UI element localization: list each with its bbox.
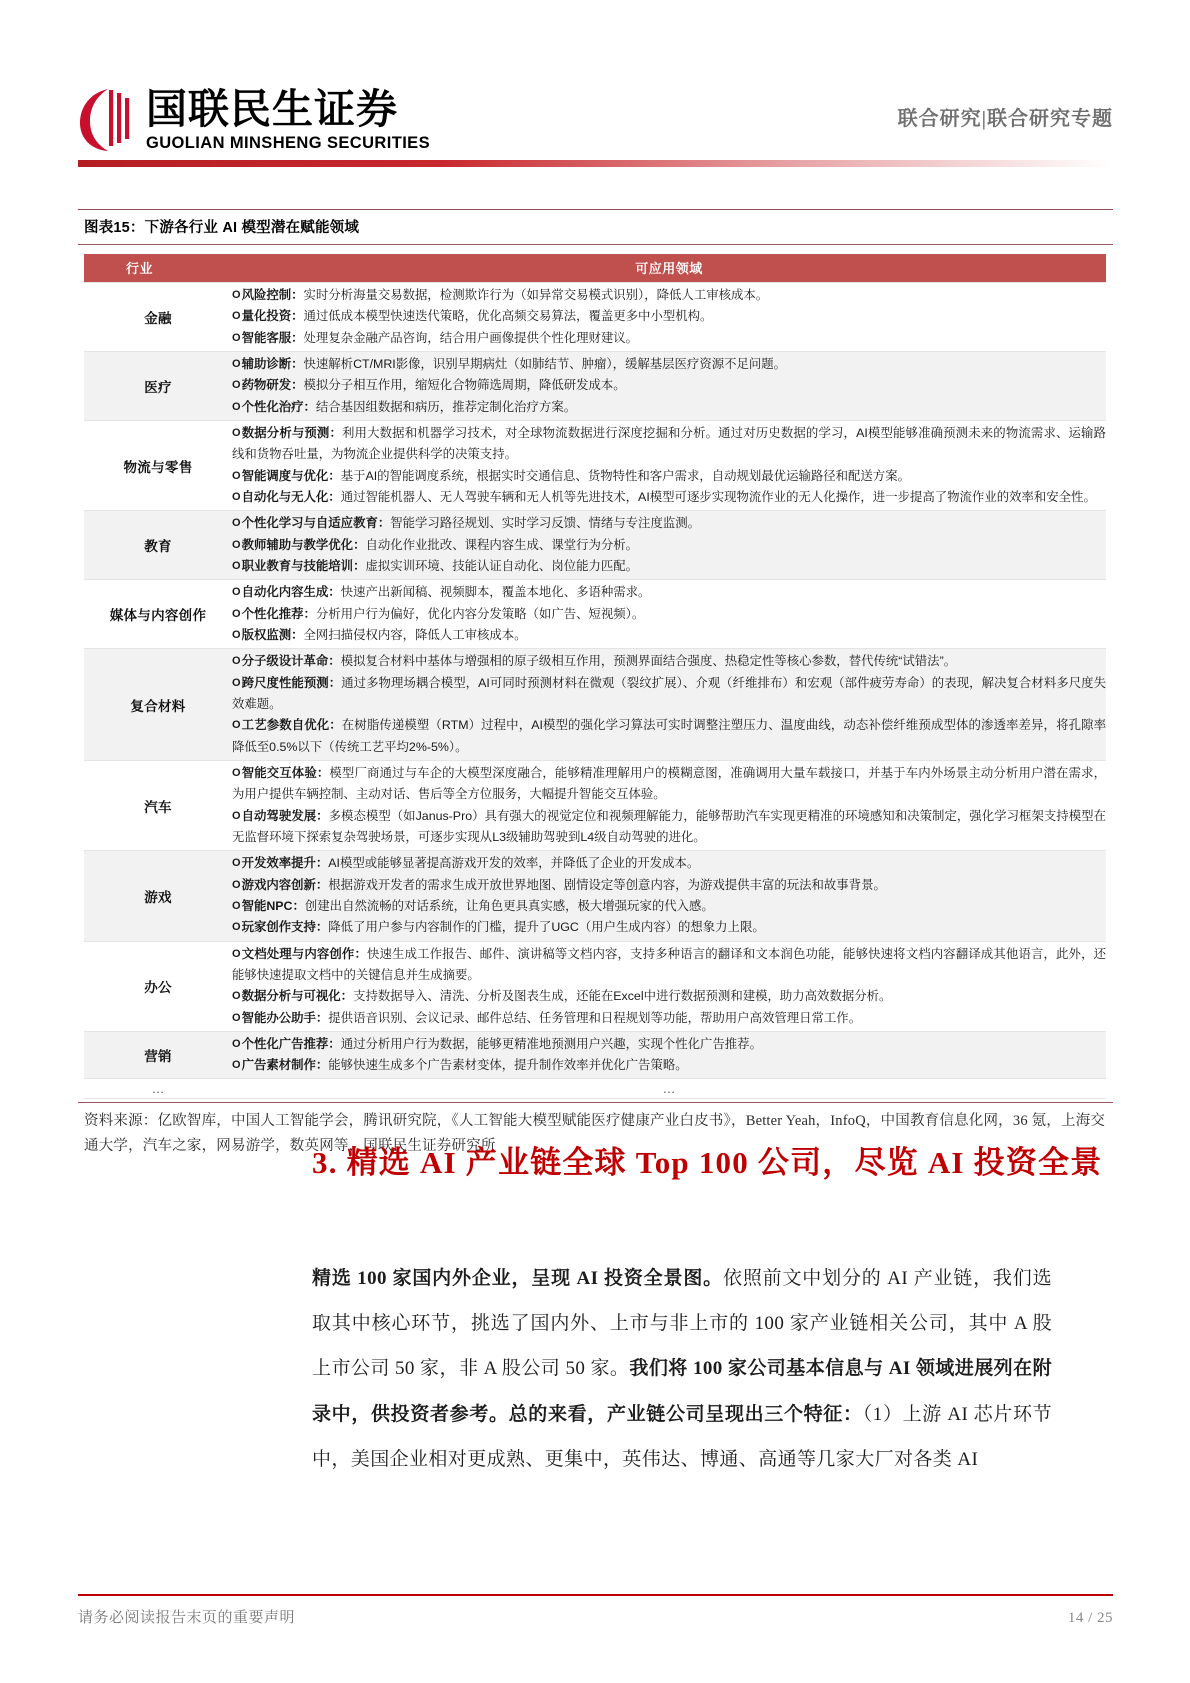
bullet-circle-icon: O [232, 469, 241, 482]
cell-industry: 汽车 [84, 760, 232, 850]
area-item-text: 全网扫描侵权内容，降低人工审核成本。 [303, 627, 527, 642]
cell-areas [232, 511, 1106, 580]
area-item-label: 数据分析与预测： [241, 425, 343, 440]
area-item-text: 支持数据导入、清洗、分析及图表生成，还能在Excel中进行数据预测和建模，助力高效数据分析。 [353, 989, 892, 1004]
area-item [232, 466, 1106, 487]
table-row [84, 760, 1106, 850]
cell-industry: 物流与零售 [84, 420, 232, 510]
bullet-circle-icon: O [232, 676, 241, 689]
area-item-text: 快速解析CT/MRI影像，识别早期病灶（如肺结节、肿瘤），缓解基层医疗资源不足问题。 [303, 356, 787, 371]
area-item-text: 模拟复合材料中基体与增强相的原子级相互作用，预测界面结合强度、热稳定性等核心参数，替代传统“试错法”。 [340, 654, 957, 669]
area-item-label: 自动驾驶发展： [241, 808, 329, 823]
area-item [232, 582, 1106, 603]
table-bottom-divider [78, 1102, 1113, 1103]
area-item [232, 354, 1106, 375]
cell-industry: 营销 [84, 1031, 232, 1079]
area-item-text: 快速产出新闻稿、视频脚本，覆盖本地化、多语种需求。 [340, 585, 651, 600]
bullet-circle-icon: O [232, 559, 241, 572]
brand-logo [78, 87, 430, 153]
cell-areas [232, 941, 1106, 1031]
table-row [84, 351, 1106, 420]
cell-areas-ellipsis: … [232, 1079, 1106, 1099]
area-item-text: 通过多物理场耦合模型，AI可同时预测材料在微观（裂纹扩展）、介观（纤维排布）和宏观（部件疲劳寿命）的表现，解决复合材料多尺度失效难题。 [232, 675, 1106, 711]
area-item-label: 智能调度与优化： [241, 468, 341, 483]
cell-areas [232, 649, 1106, 761]
table-row [84, 420, 1106, 510]
bullet-circle-icon: O [232, 426, 241, 439]
area-item-text: 通过分析用户行为数据，能够更精准地预测用户兴趣，实现个性化广告推荐。 [340, 1036, 762, 1051]
area-item-label: 风险控制： [241, 288, 304, 302]
area-item [232, 763, 1106, 806]
cell-industry: 办公 [84, 941, 232, 1031]
cell-industry: 金融 [84, 283, 232, 352]
area-item-label: 自动化内容生成： [241, 585, 341, 600]
area-item [232, 375, 1106, 396]
table-header-row [84, 254, 1106, 283]
area-item-label: 智能交互体验： [241, 765, 330, 780]
bullet-circle-icon: O [232, 607, 241, 620]
area-item-text: 结合基因组数据和病历，推荐定制化治疗方案。 [315, 399, 577, 414]
bullet-circle-icon: O [232, 310, 241, 323]
area-item-text: 通过低成本模型快速迭代策略，优化高频交易算法，覆盖更多中小型机构。 [303, 309, 713, 324]
exhibit-title-divider [78, 244, 1113, 245]
page-header [78, 72, 1113, 167]
area-item-label: 个性化学习与自适应教育： [241, 516, 391, 531]
header-category-label: 联合研究|联合研究专题 [897, 108, 1113, 130]
footer-disclaimer: 请务必阅读报告末页的重要声明 [78, 1610, 296, 1626]
bullet-circle-icon: O [232, 357, 241, 370]
column-header-areas: 可应用领域 [232, 254, 1106, 283]
table-row [84, 851, 1106, 941]
bullet-circle-icon: O [232, 655, 241, 668]
area-item-label: 辅助诊断： [241, 356, 304, 371]
header-divider [78, 160, 1113, 167]
bullet-circle-icon: O [232, 538, 241, 551]
area-item [232, 513, 1106, 534]
area-item-label: 药物研发： [241, 378, 304, 393]
area-item [232, 875, 1106, 896]
area-item [232, 556, 1106, 577]
area-item [232, 896, 1106, 917]
area-item-label: 玩家创作支持： [241, 920, 329, 935]
area-item [232, 806, 1106, 849]
bullet-circle-icon: O [232, 379, 241, 392]
area-item-text: 能够快速生成多个广告素材变体，提升制作效率并优化广告策略。 [328, 1058, 688, 1073]
bullet-circle-icon: O [232, 331, 241, 344]
paragraph-emphasis: 我们将 100 家公司基本信息与 AI 领域进展列在附录中，供投资者参考。总的来看，产业链公司呈现出三个特征： [312, 1358, 1052, 1425]
cell-industry: 媒体与内容创作 [84, 580, 232, 649]
cell-areas [232, 1031, 1106, 1079]
table-row [84, 580, 1106, 649]
cell-industry: 复合材料 [84, 649, 232, 761]
cell-industry: 教育 [84, 511, 232, 580]
area-item [232, 535, 1106, 556]
area-item-label: 工艺参数自优化： [241, 718, 342, 733]
footer-divider [78, 1594, 1113, 1596]
cell-industry: 医疗 [84, 351, 232, 420]
area-item-text: 通过智能机器人、无人驾驶车辆和无人机等先进技术，AI模型可逐步实现物流作业的无人化操作，进一步提高了物流作业的效率和安全性。 [340, 489, 1096, 504]
bullet-circle-icon: O [232, 899, 241, 912]
guolian-logo-icon [78, 87, 136, 153]
area-item-label: 开发效率提升： [241, 856, 329, 871]
table-row [84, 511, 1106, 580]
source-note: 资料来源：亿欧智库，中国人工智能学会，腾讯研究院，《人工智能大模型赋能医疗健康产业白皮书》，Better Yeah，InfoQ，中国教育信息化网，36 氪，上海交通大学，汽车之家，网易游学，数英网等，国联民生证券研究所 [84, 1113, 1106, 1155]
section-heading: 3. 精选 AI 产业链全球 Top 100 公司，尽览 AI 投资全景 [312, 1145, 1103, 1180]
area-item [232, 1008, 1106, 1029]
area-item-label: 数据分析与可视化： [241, 989, 354, 1004]
area-item-text: 处理复杂金融产品咨询，结合用户画像提供个性化理财建议。 [303, 330, 639, 345]
table-body [84, 283, 1106, 1099]
area-item-text: 模型厂商通过与车企的大模型深度融合，能够精准理解用户的模糊意图，准确调用大量车载接口，并基于车内外场景主动分析用户潜在需求，为用户提供车辆控制、主动对话、售后等全方位服务，大幅提升智能交互体验。 [232, 765, 1107, 802]
area-item-label: 智能办公助手： [241, 1010, 329, 1025]
area-item [232, 944, 1106, 987]
area-item [232, 917, 1106, 938]
cell-areas [232, 420, 1106, 510]
area-item [232, 604, 1106, 625]
area-item-label: 个性化推荐： [241, 606, 316, 621]
bullet-circle-icon: O [232, 628, 241, 641]
bullet-circle-icon: O [232, 766, 241, 779]
bullet-circle-icon: O [232, 947, 241, 960]
bullet-circle-icon: O [232, 490, 241, 503]
area-item-text: 根据游戏开发者的需求生成开放世界地图、剧情设定等创意内容，为游戏提供丰富的玩法和故事背景。 [328, 877, 886, 892]
bullet-circle-icon: O [232, 289, 241, 301]
table-row-ellipsis [84, 1079, 1106, 1099]
area-item [232, 328, 1106, 349]
area-item-text: 利用大数据和机器学习技术，对全球物流数据进行深度挖掘和分析。通过对历史数据的学习，AI模型能够准确预测未来的物流需求、运输路线和货物吞吐量，为物流企业提供科学的决策支持。 [232, 425, 1106, 462]
cell-areas [232, 851, 1106, 941]
bullet-circle-icon: O [232, 719, 241, 732]
cell-industry: 游戏 [84, 851, 232, 941]
area-item-text: 降低了用户参与内容制作的门槛，提升了UGC（用户生成内容）的想象力上限。 [328, 920, 765, 935]
area-item [232, 487, 1106, 508]
column-header-industry: 行业 [84, 254, 232, 283]
bullet-circle-icon: O [232, 857, 241, 870]
area-item-label: 游戏内容创新： [241, 877, 329, 892]
area-item-text: 模拟分子相互作用，缩短化合物筛选周期，降低研发成本。 [303, 378, 626, 393]
bullet-circle-icon: O [232, 878, 241, 891]
area-item-text: 分析用户行为偏好，优化内容分发策略（如广告、短视频）。 [315, 606, 645, 621]
bullet-circle-icon: O [232, 1011, 241, 1024]
area-item-label: 智能客服： [241, 330, 304, 345]
bullet-circle-icon: O [232, 1037, 241, 1050]
area-item-label: 个性化广告推荐： [241, 1036, 341, 1051]
bullet-circle-icon: O [232, 517, 241, 530]
area-item [232, 986, 1106, 1007]
ai-enablement-table [84, 254, 1106, 1099]
footer-page-number: 14 / 25 [1067, 1610, 1113, 1626]
area-item [232, 651, 1106, 672]
paragraph-text: （1）上游 AI 芯片环节中，美国企业相对更成熟、更集中，英伟达、博通、高通等几家大厂对各类 AI [312, 1403, 1053, 1470]
table-row [84, 649, 1106, 761]
area-item [232, 853, 1106, 874]
area-item-text: 提供语音识别、会议记录、邮件总结、任务管理和日程规划等功能，帮助用户高效管理日常工作。 [328, 1010, 862, 1025]
section-paragraph [312, 1256, 1052, 1482]
bullet-circle-icon: O [232, 586, 241, 599]
area-item [232, 397, 1106, 418]
area-item-label: 广告素材制作： [241, 1058, 329, 1073]
brand-name-cn: 国联民生证券 [146, 86, 398, 133]
area-item-label: 智能NPC： [241, 898, 305, 913]
area-item-label: 量化投资： [241, 309, 304, 324]
cell-industry-ellipsis: … [84, 1079, 232, 1099]
area-item-text: 实时分析海量交易数据，检测欺诈行为（如异常交易模式识别），降低人工审核成本。 [303, 288, 769, 302]
area-item-text: 自动化作业批改、课程内容生成、课堂行为分析。 [365, 537, 639, 552]
area-item-text: 智能学习路径规划、实时学习反馈、情绪与专注度监测。 [390, 516, 701, 531]
table-row [84, 941, 1106, 1031]
area-item-label: 教师辅助与教学优化： [241, 537, 366, 552]
area-item [232, 1055, 1106, 1076]
table-head [84, 254, 1106, 283]
area-item-label: 文档处理与内容创作： [241, 946, 367, 961]
bullet-circle-icon: O [232, 809, 241, 822]
area-item-text: 虚拟实训环境、技能认证自动化、岗位能力匹配。 [365, 558, 639, 573]
area-item-text: 在树脂传递模塑（RTM）过程中，AI模型的强化学习算法可实时调整注塑压力、温度曲线，动态补偿纤维预成型体的渗透率差异，将孔隙率降低至0.5%以下（传统工艺平均2%-5%）。 [232, 718, 1106, 754]
area-item-text: 多模态模型（如Janus-Pro）具有强大的视觉定位和视频理解能力，能够帮助汽车实现更精准的环境感知和决策制定，强化学习框架支持模型在无监督环境下探索复杂驾驶场景，可逐步实现从L3级辅助驾驶到L4级自动驾驶的进化。 [232, 808, 1106, 844]
table-row [84, 283, 1106, 352]
area-item [232, 285, 1106, 306]
bullet-circle-icon: O [232, 990, 241, 1003]
area-item [232, 306, 1106, 327]
area-item [232, 673, 1106, 716]
page-footer [78, 1606, 1113, 1627]
paragraph-emphasis: 精选 100 家国内外企业，呈现 AI 投资全景图。 [312, 1268, 723, 1289]
table-row [84, 1031, 1106, 1079]
area-item [232, 423, 1106, 466]
cell-areas [232, 580, 1106, 649]
brand-name-en: GUOLIAN MINSHENG SECURITIES [146, 133, 430, 152]
bullet-circle-icon: O [232, 921, 241, 934]
exhibit-title: 图表15：下游各行业 AI 模型潜在赋能领域 [84, 220, 360, 236]
area-item-label: 个性化治疗： [241, 399, 316, 414]
exhibit-table-container [84, 254, 1106, 1099]
area-item-label: 分子级设计革命： [241, 654, 341, 669]
area-item [232, 625, 1106, 646]
exhibit-top-divider [78, 209, 1113, 210]
bullet-circle-icon: O [232, 400, 241, 413]
area-item-text: 创建出自然流畅的对话系统，让角色更具真实感，极大增强玩家的代入感。 [304, 898, 714, 913]
bullet-circle-icon: O [232, 1059, 241, 1072]
cell-areas [232, 351, 1106, 420]
area-item-label: 职业教育与技能培训： [241, 558, 366, 573]
area-item-label: 版权监测： [241, 627, 304, 642]
area-item [232, 1034, 1106, 1055]
area-item-label: 跨尺度性能预测： [241, 675, 342, 690]
area-item-text: 基于AI的智能调度系统，根据实时交通信息、货物特性和客户需求，自动规划最优运输路径和配送方案。 [340, 468, 910, 483]
area-item [232, 715, 1106, 758]
area-item-text: 快速生成工作报告、邮件、演讲稿等文档内容，支持多种语言的翻译和文本润色功能，能够快速将文档内容翻译成其他语言，此外，还能够快速提取文档中的关键信息并生成摘要。 [232, 946, 1107, 982]
cell-areas [232, 760, 1106, 850]
area-item-text: AI模型或能够显著提高游戏开发的效率，并降低了企业的开发成本。 [328, 856, 700, 871]
paragraph-text: 依照前文中划分的 AI 产业链，我们选取其中核心环节，挑选了国内外、上市与非上市的 100 家产业链相关公司，其中 A 股上市公司 50 家，非 A 股公司 50 家。 [312, 1268, 1052, 1380]
cell-areas [232, 283, 1106, 352]
area-item-label: 自动化与无人化： [241, 489, 341, 504]
